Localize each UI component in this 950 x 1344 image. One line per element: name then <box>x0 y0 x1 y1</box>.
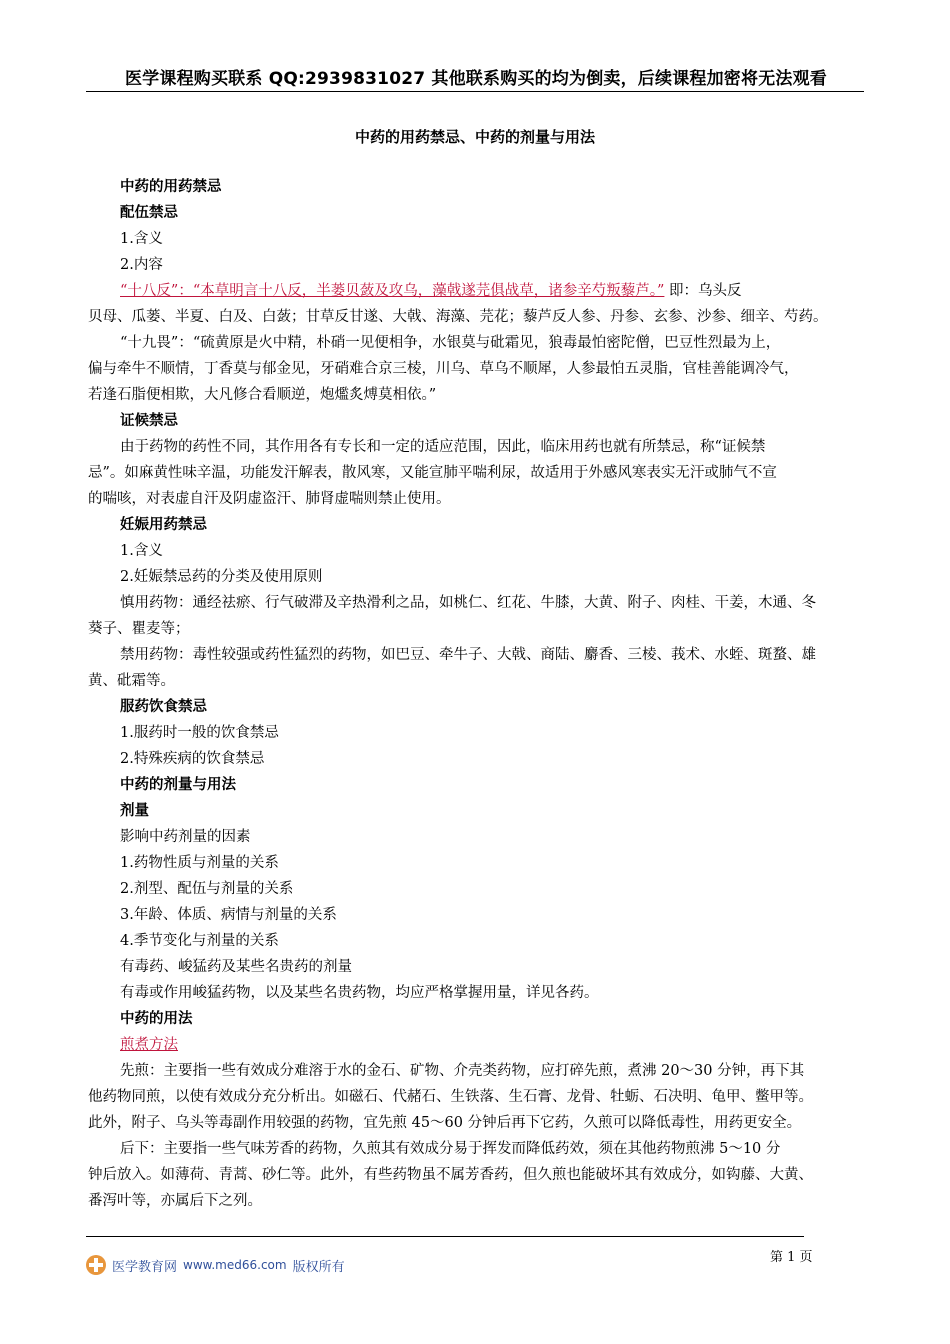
header-rule <box>86 91 864 92</box>
subsection-heading: 中药的用法 <box>120 1011 193 1027</box>
subsection-heading: 剂量 <box>120 803 149 819</box>
paragraph-line: 番泻叶等，亦属后下之列。 <box>88 1193 262 1209</box>
paragraph-line: 若逢石脂便相欺，大凡修合看顺逆，炮爁炙煿莫相依。” <box>88 387 437 403</box>
paragraph-line: 偏与牵牛不顺情，丁香莫与郁金见，牙硝难合京三棱，川乌、草乌不顺犀，人参最怕五灵脂，官桂善能调冷气， <box>88 361 799 377</box>
list-item: 1.药物性质与剂量的关系 <box>120 855 279 871</box>
paragraph-line <box>88 1032 864 1058</box>
subsection-heading: 服药饮食禁忌 <box>120 699 207 715</box>
paragraph-line: 后下：主要指一些气味芳香的药物，久煎其有效成分易于挥发而降低药效，须在其他药物煎沸 5～10 分 <box>120 1141 781 1157</box>
list-item: 3.年龄、体质、病情与剂量的关系 <box>120 907 337 923</box>
list-item: 2.内容 <box>120 257 163 273</box>
paragraph-line: 慎用药物：通经祛瘀、行气破滞及辛热滑利之品，如桃仁、红花、牛膝，大黄、附子、肉桂、干姜，木通、冬 <box>120 595 816 611</box>
highlighted-quote: “十八反”：“本草明言十八反，半蒌贝蔹及攻乌，藻戟遂芫俱战草，诸参辛芍叛藜芦。” <box>120 283 665 299</box>
page-header: 医学课程购买联系 QQ:2939831027 其他联系购买的均为倒卖，后续课程加密将无法观看 <box>124 69 828 89</box>
paragraph-line: 有毒药、峻猛药及某些名贵药的剂量 <box>120 959 352 975</box>
footer-brand <box>86 1254 345 1276</box>
paragraph-line: 贝母、瓜蒌、半夏、白及、白蔹；甘草反甘遂、大戟、海藻、芫花；藜芦反人参、丹参、玄参、沙参、细辛、芍药。 <box>88 309 828 325</box>
subsection-heading: 证候禁忌 <box>120 413 178 429</box>
list-item: 4.季节变化与剂量的关系 <box>120 933 279 949</box>
cross-logo-icon <box>86 1255 106 1275</box>
paragraph-line <box>88 278 864 304</box>
section-heading: 中药的用药禁忌 <box>120 179 222 195</box>
list-item: 1.含义 <box>120 231 163 247</box>
paragraph-line: 的喘咳，对表虚自汗及阴虚盗汗、肺肾虚喘则禁止使用。 <box>88 491 451 507</box>
list-item: 2.特殊疾病的饮食禁忌 <box>120 751 265 767</box>
paragraph-line: 有毒或作用峻猛药物，以及某些名贵药物，均应严格掌握用量，详见各药。 <box>120 985 599 1001</box>
paragraph-line: 忌”。如麻黄性味辛温，功能发汗解表，散风寒，又能宣肺平喘利尿，故适用于外感风寒表实无汗或肺气不宣 <box>88 465 777 481</box>
document-body <box>88 174 864 1214</box>
paragraph-line: 禁用药物：毒性较强或药性猛烈的药物，如巴豆、牵牛子、大戟、商陆、麝香、三棱、莪术、水蛭、斑蝥、雄 <box>120 647 816 663</box>
document-title: 中药的用药禁忌、中药的剂量与用法 <box>354 128 595 146</box>
paragraph-text: 即：乌头反 <box>664 283 742 299</box>
list-item: 1.含义 <box>120 543 163 559</box>
paragraph-line: 先煎：主要指一些有效成分难溶于水的金石、矿物、介壳类药物，应打碎先煎，煮沸 20～30 分钟，再下其 <box>120 1063 805 1079</box>
list-item: 2.剂型、配伍与剂量的关系 <box>120 881 294 897</box>
page-number: 第 1 页 <box>770 1250 813 1265</box>
subsection-heading: 配伍禁忌 <box>120 205 178 221</box>
paragraph-line: 钟后放入。如薄荷、青蒿、砂仁等。此外，有些药物虽不属芳香药，但久煎也能破坏其有效成分，如钩藤、大黄、 <box>88 1167 813 1183</box>
site-url: www.med66.com <box>183 1258 287 1272</box>
section-heading: 中药的剂量与用法 <box>120 777 236 793</box>
paragraph-line: 黄、砒霜等。 <box>88 673 175 689</box>
footer-rule <box>86 1236 804 1237</box>
list-item: 2.妊娠禁忌药的分类及使用原则 <box>120 569 323 585</box>
paragraph-line: 葵子、瞿麦等； <box>88 621 190 637</box>
paragraph-line: 影响中药剂量的因素 <box>120 829 251 845</box>
paragraph-line: 由于药物的药性不同，其作用各有专长和一定的适应范围，因此，临床用药也就有所禁忌，称“证候禁 <box>120 439 766 455</box>
paragraph-line: 此外，附子、乌头等毒副作用较强的药物，宜先煎 45～60 分钟后再下它药，久煎可以降低毒性，用药更安全。 <box>88 1115 802 1131</box>
paragraph-line: 他药物同煎，以使有效成分充分析出。如磁石、代赭石、生铁落、生石膏、龙骨、牡蛎、石决明、龟甲、鳖甲等。 <box>88 1089 813 1105</box>
decoction-method-link[interactable]: 煎煮方法 <box>120 1037 178 1053</box>
copyright-text: 版权所有 <box>292 1259 345 1275</box>
subsection-heading: 妊娠用药禁忌 <box>120 517 207 533</box>
paragraph-line: “十九畏”：“硫黄原是火中精，朴硝一见便相争，水银莫与砒霜见，狼毒最怕密陀僧，巴豆性烈最为上， <box>120 335 781 351</box>
brand-name: 医学教育网 <box>112 1259 178 1275</box>
list-item: 1.服药时一般的饮食禁忌 <box>120 725 279 741</box>
